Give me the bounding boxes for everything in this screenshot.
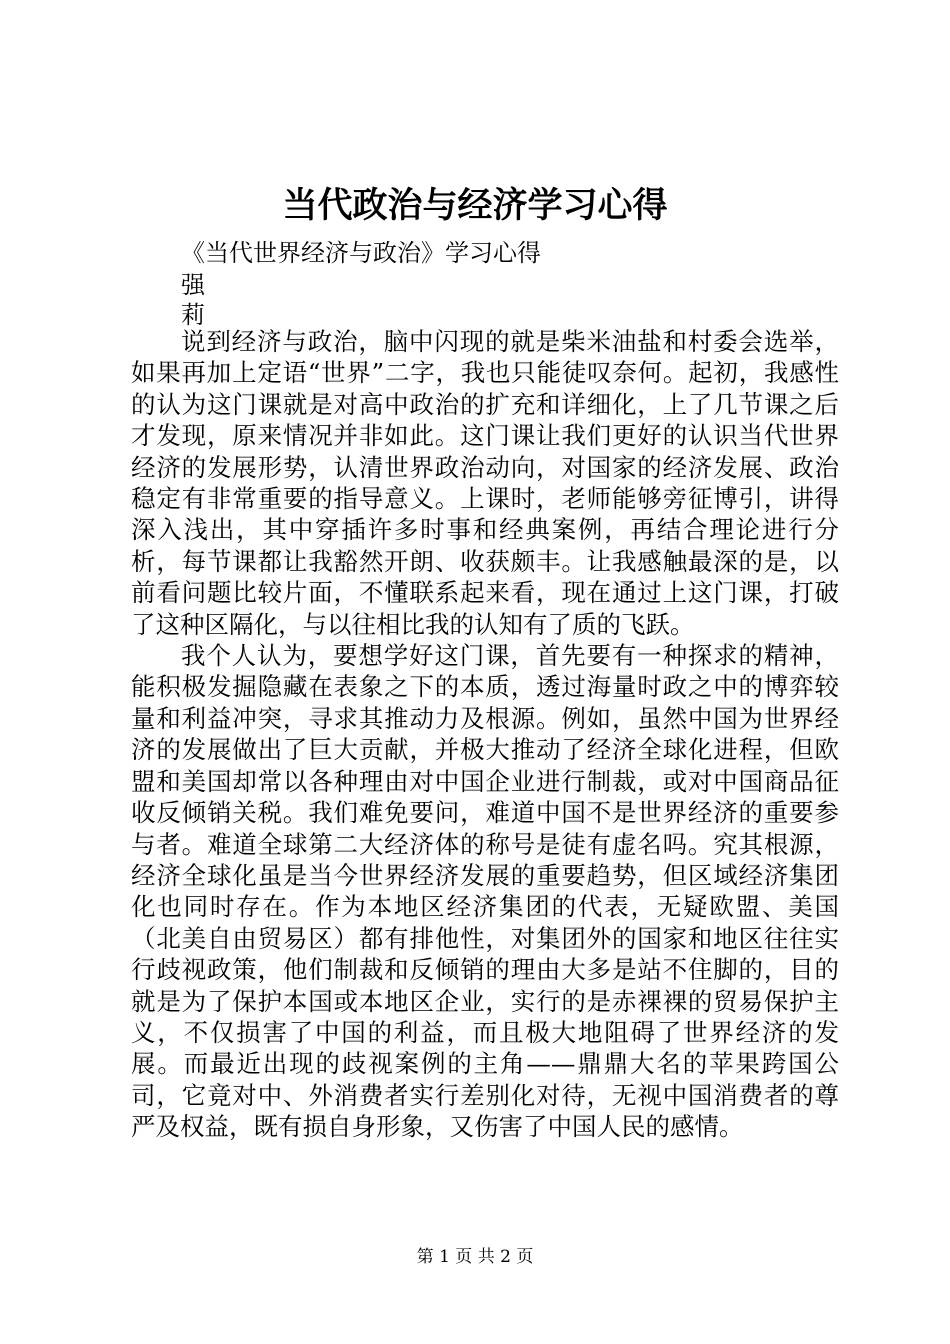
author-name-line-2: 莉 [181, 301, 205, 329]
document-body [131, 326, 839, 1143]
page-number-footer: 第 1 页 共 2 页 [416, 1247, 534, 1267]
author-name-line-1: 强 [181, 271, 205, 299]
body-paragraph-2: 我个人认为，要想学好这门课，首先要有一种探求的精神，能积极发掘隐藏在表象之下的本质，透过海量时政之中的博弈较量和利益冲突，寻求其推动力及根源。例如，虽然中国为世界经济的发展做出了巨大贡献，并极大推动了经济全球化进程，但欧盟和美国却常以各种理由对中国企业进行制裁，或对中国商品征收反倾销关税。我们难免要问，难道中国不是世界经济的重要参与者。难道全球第二大经济体的称号是徒有虚名吗。究其根源，经济全球化虽是当今世界经济发展的重要趋势，但区域经济集团化也同时存在。作为本地区经济集团的代表，无疑欧盟、美国（北美自由贸易区）都有排他性，对集团外的国家和地区往往实行歧视政策，他们制裁和反倾销的理由大多是站不住脚的，目的就是为了保护本国或本地区企业，实行的是赤裸裸的贸易保护主义，不仅损害了中国的利益，而且极大地阻碍了世界经济的发展。而最近出现的歧视案例的主角——鼎鼎大名的苹果跨国公司，它竟对中、外消费者实行差别化对待，无视中国消费者的尊严及权益，既有损自身形象，又伤害了中国人民的感情。 [131, 641, 839, 1142]
document-title: 当代政治与经济学习心得 [282, 185, 668, 226]
document-subtitle: 《当代世界经济与政治》学习心得 [181, 239, 541, 267]
body-paragraph-1: 说到经济与政治，脑中闪现的就是柴米油盐和村委会选举，如果再加上定语“世界”二字，我也只能徒叹奈何。起初，我感性的认为这门课就是对高中政治的扩充和详细化，上了几节课之后才发现，原来情况并非如此。这门课让我们更好的认识当代世界经济的发展形势，认清世界政治动向，对国家的经济发展、政治稳定有非常重要的指导意义。上课时，老师能够旁征博引，讲得深入浅出，其中穿插许多时事和经典案例，再结合理论进行分析，每节课都让我豁然开朗、收获颇丰。让我感触最深的是，以前看问题比较片面，不懂联系起来看，现在通过上这门课，打破了这种区隔化，与以往相比我的认知有了质的飞跃。 [131, 327, 839, 639]
